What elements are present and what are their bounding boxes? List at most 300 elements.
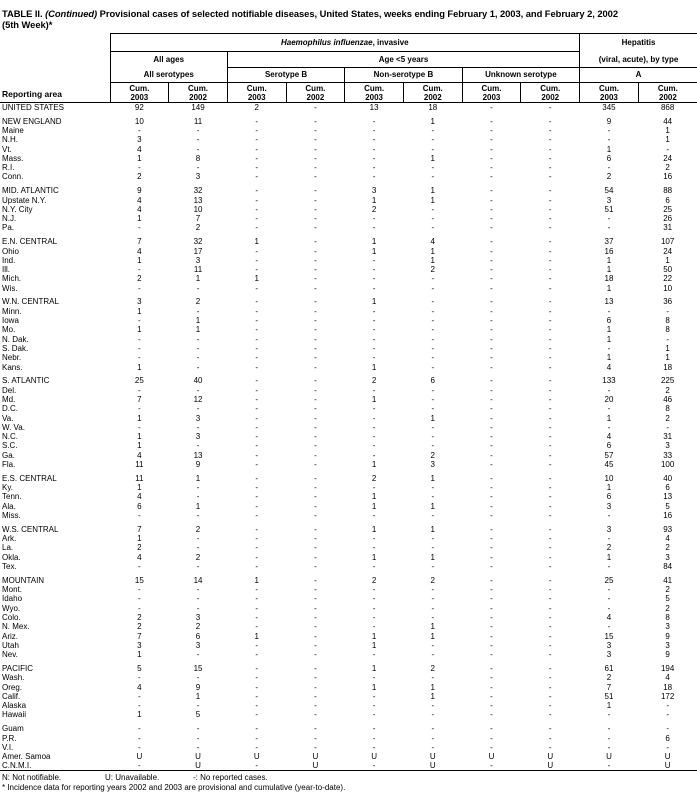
- value-cell: -: [372, 612, 376, 622]
- value-cell: 1: [430, 682, 435, 692]
- value-cell: 3: [606, 640, 612, 650]
- value-cell: -: [548, 144, 552, 154]
- value-cell: 26: [663, 214, 673, 224]
- header-subgroup-row-2: [0, 68, 697, 83]
- reporting-area-cell: Nev.: [2, 650, 18, 660]
- value-cell: 7: [137, 394, 142, 404]
- table-row: [0, 395, 697, 404]
- value-cell: -: [255, 376, 259, 386]
- value-cell: -: [314, 135, 317, 145]
- value-cell: -: [372, 543, 376, 553]
- value-cell: 3: [606, 650, 612, 660]
- table-row: [0, 246, 697, 255]
- value-cell: 3: [606, 195, 612, 205]
- value-cell: -: [490, 640, 493, 650]
- value-cell: 37: [604, 237, 614, 247]
- reporting-area-cell: Wyo.: [2, 603, 21, 613]
- value-cell: -: [314, 603, 317, 613]
- value-cell: -: [255, 460, 259, 470]
- value-cell: 2: [371, 473, 377, 483]
- value-cell: -: [314, 246, 317, 256]
- value-cell: -: [255, 353, 259, 363]
- reporting-area-cell: Va.: [2, 413, 14, 423]
- value-cell: -: [490, 376, 493, 386]
- value-cell: -: [666, 724, 669, 734]
- value-cell: -: [196, 283, 200, 293]
- value-cell: -: [490, 585, 493, 595]
- value-cell: -: [431, 650, 435, 660]
- reporting-area-cell: N. Mex.: [2, 622, 30, 632]
- value-cell: 18: [663, 362, 673, 372]
- value-cell: 18: [604, 274, 614, 284]
- value-cell: -: [548, 316, 552, 326]
- value-cell: -: [314, 724, 317, 734]
- value-cell: -: [196, 343, 200, 353]
- value-cell: -: [138, 742, 141, 752]
- value-cell: 1: [665, 255, 670, 265]
- value-cell: 8: [195, 153, 201, 163]
- value-cell: -: [490, 297, 493, 307]
- value-cell: -: [372, 325, 376, 335]
- value-cell: -: [548, 524, 552, 534]
- value-cell: U: [488, 752, 495, 762]
- value-cell: -: [372, 343, 376, 353]
- value-cell: -: [314, 511, 317, 521]
- value-cell: -: [431, 432, 435, 442]
- value-cell: -: [548, 483, 552, 493]
- value-cell: -: [372, 650, 376, 660]
- value-cell: -: [666, 334, 669, 344]
- value-cell: -: [548, 385, 552, 395]
- value-cell: -: [255, 761, 259, 771]
- value-cell: -: [548, 552, 552, 562]
- value-cell: -: [196, 404, 200, 414]
- header-subgroup-row-1: [0, 52, 697, 68]
- value-cell: -: [548, 376, 552, 386]
- value-cell: 10: [604, 473, 614, 483]
- value-cell: -: [490, 422, 493, 432]
- value-cell: 100: [660, 460, 675, 470]
- reporting-area-cell: Mass.: [2, 153, 24, 163]
- value-cell: -: [490, 186, 493, 196]
- value-cell: -: [372, 761, 376, 771]
- value-cell: -: [548, 562, 552, 571]
- value-cell: -: [314, 306, 317, 316]
- value-cell: -: [138, 603, 141, 613]
- value-cell: 11: [135, 460, 144, 470]
- value-cell: -: [548, 473, 552, 483]
- value-cell: -: [314, 195, 317, 205]
- value-cell: -: [255, 432, 259, 442]
- reporting-area-cell: Minn.: [2, 306, 22, 316]
- value-cell: -: [255, 483, 259, 493]
- value-cell: 40: [193, 376, 203, 386]
- value-cell: -: [548, 265, 552, 275]
- reporting-area-cell: N.H.: [2, 135, 18, 145]
- value-cell: -: [196, 724, 200, 734]
- value-cell: -: [314, 204, 317, 214]
- value-cell: -: [607, 223, 611, 233]
- value-cell: 1: [195, 501, 201, 511]
- value-cell: 1: [606, 413, 612, 423]
- value-cell: -: [255, 172, 259, 182]
- value-cell: 8: [665, 325, 670, 335]
- value-cell: -: [314, 214, 317, 224]
- value-cell: U: [312, 761, 319, 771]
- value-cell: -: [372, 274, 376, 284]
- value-cell: 9: [606, 116, 612, 126]
- value-cell: -: [314, 450, 317, 460]
- value-cell: 2: [195, 524, 201, 534]
- value-cell: -: [431, 534, 435, 544]
- value-cell: -: [314, 663, 317, 673]
- col-group-haemophilus: [110, 34, 580, 52]
- value-cell: 3: [371, 186, 377, 196]
- value-cell: -: [490, 283, 493, 293]
- value-cell: 18: [663, 682, 673, 692]
- value-cell: -: [490, 691, 493, 701]
- value-cell: -: [314, 172, 317, 182]
- reporting-area-cell: MOUNTAIN: [2, 575, 45, 585]
- value-cell: 1: [371, 195, 377, 205]
- table-row: [0, 376, 697, 385]
- value-cell: -: [314, 325, 317, 335]
- reporting-area-cell: Colo.: [2, 612, 21, 622]
- value-cell: -: [314, 534, 317, 544]
- value-cell: -: [548, 631, 552, 641]
- table-row: [0, 483, 697, 492]
- value-cell: -: [548, 622, 552, 632]
- value-cell: 1: [195, 473, 201, 483]
- value-cell: -: [255, 673, 259, 683]
- value-cell: -: [431, 214, 435, 224]
- value-cell: 5: [665, 501, 670, 511]
- value-cell: -: [490, 334, 493, 344]
- value-cell: -: [490, 153, 493, 163]
- value-cell: -: [548, 603, 552, 613]
- table-row: [0, 682, 697, 691]
- value-cell: -: [255, 394, 259, 404]
- value-cell: -: [255, 116, 259, 126]
- value-cell: -: [490, 492, 493, 502]
- value-cell: 6: [430, 376, 435, 386]
- value-cell: -: [196, 125, 200, 135]
- value-cell: 2: [254, 103, 259, 112]
- reporting-area-cell: Kans.: [2, 362, 23, 372]
- value-cell: -: [314, 473, 317, 483]
- col-group-all-serotypes: All serotypes: [110, 68, 227, 83]
- table-row: [0, 297, 697, 306]
- value-cell: 6: [606, 492, 612, 502]
- value-cell: -: [255, 283, 259, 293]
- value-cell: 107: [660, 237, 675, 247]
- table-row: [0, 502, 697, 511]
- value-cell: -: [548, 673, 552, 683]
- value-cell: -: [196, 492, 200, 502]
- value-cell: 31: [663, 223, 673, 233]
- value-cell: -: [666, 306, 669, 316]
- value-cell: 93: [663, 524, 673, 534]
- value-cell: -: [548, 710, 552, 720]
- value-cell: 1: [430, 246, 435, 256]
- value-cell: 7: [137, 237, 142, 247]
- value-cell: -: [255, 144, 259, 154]
- value-cell: -: [138, 334, 141, 344]
- value-cell: 15: [193, 663, 203, 673]
- value-cell: 2: [665, 585, 670, 595]
- value-cell: -: [255, 663, 259, 673]
- value-cell: 2: [665, 385, 670, 395]
- value-cell: -: [255, 163, 259, 173]
- table-row: [0, 335, 697, 344]
- col-header-cum-2002: Cum. 2002: [286, 83, 345, 103]
- table-row: [0, 195, 697, 204]
- reporting-area-cell: Tenn.: [2, 492, 22, 502]
- value-cell: 5: [665, 594, 670, 604]
- value-cell: 1: [137, 255, 142, 265]
- reporting-area-cell: Conn.: [2, 172, 24, 182]
- value-cell: -: [138, 385, 141, 395]
- value-cell: -: [372, 223, 376, 233]
- value-cell: 1: [430, 631, 435, 641]
- value-cell: U: [547, 752, 554, 762]
- reporting-area-cell: Calif.: [2, 691, 21, 701]
- reporting-area-cell: Iowa: [2, 316, 19, 326]
- value-cell: 1: [606, 701, 612, 711]
- value-cell: 1: [137, 534, 142, 544]
- col-group-hepatitis-a: A: [580, 68, 697, 83]
- col-group-age-under-5: Age <5 years: [227, 52, 579, 68]
- value-cell: 1: [430, 116, 435, 126]
- value-cell: -: [255, 612, 259, 622]
- value-cell: 1: [606, 255, 612, 265]
- reporting-area-cell: N.Y. City: [2, 204, 33, 214]
- value-cell: -: [548, 204, 552, 214]
- value-cell: -: [548, 460, 552, 470]
- value-cell: -: [548, 441, 552, 451]
- value-cell: 1: [371, 552, 377, 562]
- value-cell: -: [255, 422, 259, 432]
- table-row: [0, 172, 697, 181]
- value-cell: -: [255, 594, 259, 604]
- value-cell: 20: [604, 394, 614, 404]
- reporting-area-cell: Hawaii: [2, 710, 27, 720]
- value-cell: -: [314, 562, 317, 571]
- value-cell: -: [255, 511, 259, 521]
- header-cum-row: [0, 83, 697, 103]
- value-cell: -: [431, 204, 435, 214]
- value-cell: 2: [195, 552, 201, 562]
- table-row: [0, 673, 697, 682]
- value-cell: -: [314, 362, 317, 372]
- value-cell: -: [548, 255, 552, 265]
- value-cell: -: [255, 385, 259, 395]
- value-cell: -: [372, 691, 376, 701]
- value-cell: -: [314, 274, 317, 284]
- value-cell: 1: [430, 501, 435, 511]
- value-cell: 9: [195, 682, 201, 692]
- value-cell: -: [372, 585, 376, 595]
- value-cell: -: [372, 441, 376, 451]
- value-cell: -: [314, 483, 317, 493]
- value-cell: -: [490, 172, 493, 182]
- value-cell: -: [431, 492, 435, 502]
- value-cell: -: [548, 534, 552, 544]
- value-cell: -: [431, 673, 435, 683]
- value-cell: 1: [371, 524, 377, 534]
- value-cell: 10: [663, 283, 673, 293]
- value-cell: -: [255, 195, 259, 205]
- value-cell: 5: [195, 710, 201, 720]
- value-cell: -: [666, 701, 669, 711]
- table-row: [0, 692, 697, 701]
- value-cell: 4: [137, 450, 142, 460]
- value-cell: -: [548, 575, 552, 585]
- value-cell: -: [255, 265, 259, 275]
- value-cell: -: [607, 343, 611, 353]
- value-cell: -: [196, 701, 200, 711]
- value-cell: 7: [195, 214, 201, 224]
- value-cell: -: [490, 761, 493, 771]
- value-cell: 3: [665, 622, 670, 632]
- reporting-area-cell: Mich.: [2, 274, 22, 284]
- value-cell: -: [548, 432, 552, 442]
- table-row: [0, 613, 697, 622]
- value-cell: -: [314, 297, 317, 307]
- reporting-area-cell: E.S. CENTRAL: [2, 473, 57, 483]
- value-cell: 1: [195, 691, 201, 701]
- value-cell: -: [548, 306, 552, 316]
- col-group-hepatitis: Hepatitis: [580, 34, 697, 52]
- col-group-hepatitis-subtitle: (viral, acute), by type: [580, 52, 697, 68]
- table-row: [0, 344, 697, 353]
- value-cell: 4: [137, 195, 142, 205]
- value-cell: -: [372, 144, 376, 154]
- value-cell: 1: [137, 325, 142, 335]
- table-row: [0, 103, 697, 113]
- value-cell: 1: [254, 631, 259, 641]
- value-cell: 4: [665, 673, 670, 683]
- value-cell: 1: [430, 473, 435, 483]
- value-cell: -: [548, 246, 552, 256]
- reporting-area-cell: C.N.M.I.: [2, 761, 32, 771]
- value-cell: 4: [665, 534, 670, 544]
- value-cell: -: [196, 422, 200, 432]
- table-row: [0, 205, 697, 214]
- value-cell: -: [138, 562, 141, 571]
- value-cell: -: [490, 663, 493, 673]
- value-cell: -: [431, 362, 435, 372]
- value-cell: -: [138, 125, 141, 135]
- value-cell: -: [548, 422, 552, 432]
- value-cell: -: [548, 733, 552, 743]
- table-row: [0, 511, 697, 520]
- value-cell: -: [548, 450, 552, 460]
- value-cell: 1: [606, 325, 612, 335]
- reporting-area-header: Reporting area: [0, 83, 110, 103]
- value-cell: -: [548, 492, 552, 502]
- value-cell: -: [314, 631, 317, 641]
- value-cell: -: [548, 297, 552, 307]
- value-cell: -: [138, 673, 141, 683]
- table-row: [0, 144, 697, 153]
- value-cell: 4: [606, 362, 612, 372]
- value-cell: -: [255, 585, 259, 595]
- value-cell: 1: [137, 483, 142, 493]
- value-cell: -: [372, 163, 376, 173]
- value-cell: -: [548, 501, 552, 511]
- value-cell: -: [255, 186, 259, 196]
- value-cell: -: [490, 214, 493, 224]
- value-cell: 7: [606, 682, 612, 692]
- value-cell: -: [431, 724, 435, 734]
- value-cell: -: [372, 733, 376, 743]
- value-cell: 3: [606, 524, 612, 534]
- value-cell: -: [607, 125, 611, 135]
- value-cell: -: [196, 362, 200, 372]
- value-cell: 9: [665, 631, 670, 641]
- value-cell: 5: [137, 663, 142, 673]
- value-cell: 194: [660, 663, 675, 673]
- reporting-area-cell: Upstate N.Y.: [2, 195, 47, 205]
- value-cell: -: [255, 223, 259, 233]
- value-cell: -: [548, 343, 552, 353]
- value-cell: 172: [660, 691, 675, 701]
- value-cell: 1: [137, 441, 142, 451]
- value-cell: 1: [430, 186, 435, 196]
- value-cell: -: [548, 362, 552, 372]
- value-cell: -: [431, 394, 435, 404]
- table-body: [0, 103, 697, 771]
- col-header-cum-2003: Cum. 2003: [580, 83, 639, 103]
- table-row: [0, 622, 697, 631]
- table-row: [0, 474, 697, 483]
- value-cell: 2: [195, 297, 201, 307]
- table-row: [0, 724, 697, 733]
- value-cell: -: [490, 255, 493, 265]
- value-cell: -: [314, 552, 317, 562]
- value-cell: -: [607, 511, 611, 521]
- value-cell: 88: [663, 186, 673, 196]
- table-row: [0, 307, 697, 316]
- value-cell: -: [490, 223, 493, 233]
- value-cell: -: [548, 511, 552, 521]
- value-cell: U: [547, 761, 554, 771]
- value-cell: -: [607, 306, 611, 316]
- value-cell: -: [372, 125, 376, 135]
- value-cell: 13: [369, 103, 379, 112]
- value-cell: 149: [191, 103, 205, 112]
- value-cell: 2: [606, 543, 612, 553]
- value-cell: -: [314, 501, 317, 511]
- value-cell: -: [490, 575, 493, 585]
- reporting-area-cell: Ill.: [2, 265, 10, 275]
- value-cell: 2: [665, 603, 670, 613]
- value-cell: 4: [137, 552, 142, 562]
- value-cell: -: [372, 214, 376, 224]
- value-cell: -: [490, 631, 493, 641]
- table-row: [0, 492, 697, 501]
- value-cell: -: [372, 622, 376, 632]
- value-cell: -: [314, 585, 317, 595]
- value-cell: -: [548, 214, 552, 224]
- value-cell: 1: [371, 297, 377, 307]
- reporting-area-cell: Tex.: [2, 562, 17, 571]
- value-cell: -: [255, 362, 259, 372]
- value-cell: -: [490, 195, 493, 205]
- reporting-area-cell: PACIFIC: [2, 663, 33, 673]
- value-cell: 1: [137, 306, 142, 316]
